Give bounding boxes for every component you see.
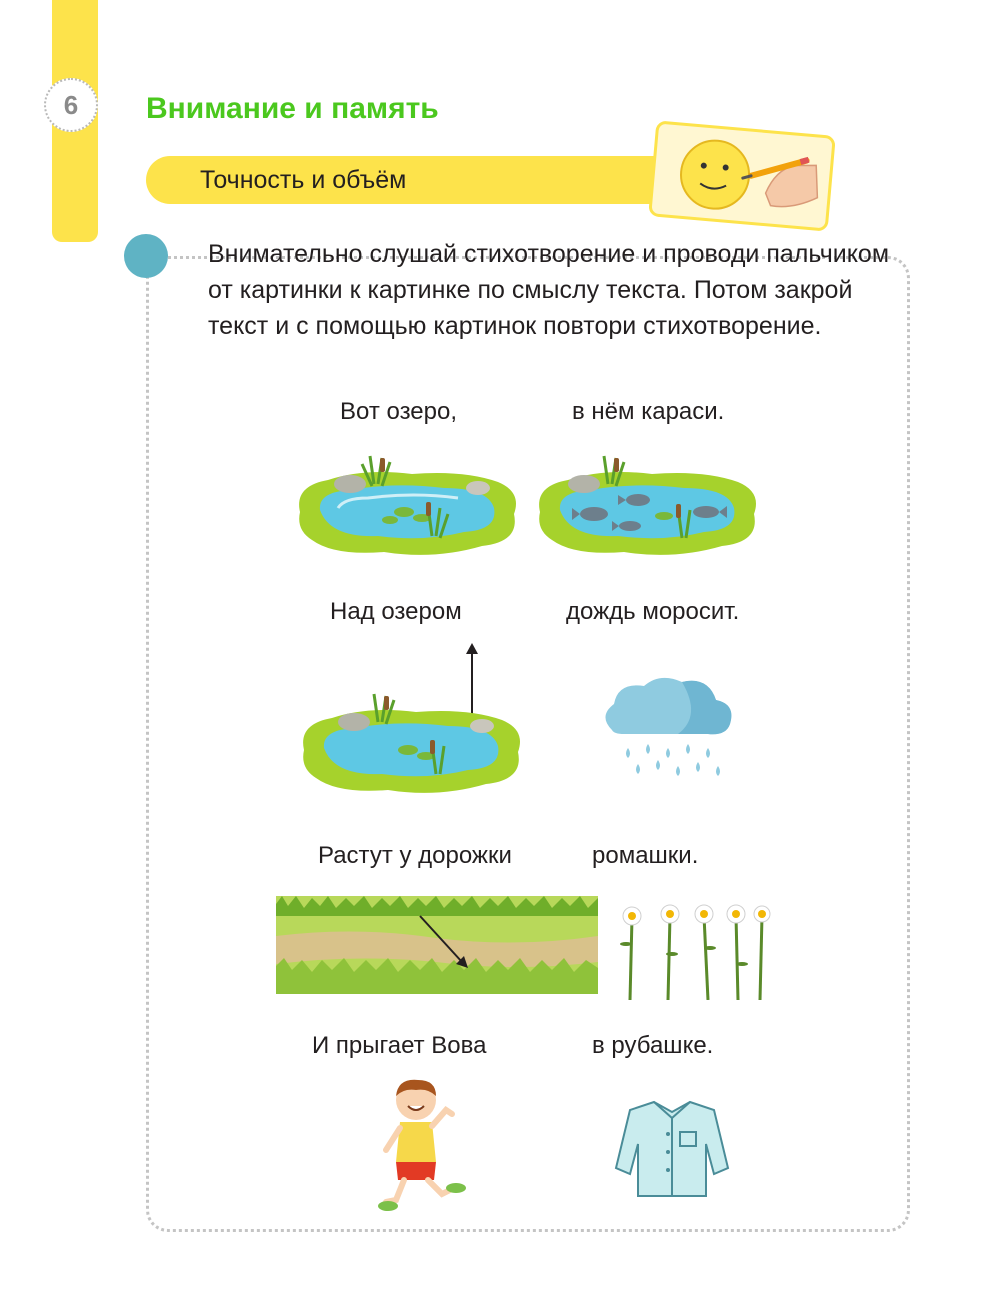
subtitle-text: Точность и объём (200, 166, 407, 194)
rain-cloud-icon (598, 672, 738, 784)
daisies-image (612, 904, 772, 1000)
arrow-diagonal-icon (416, 912, 472, 970)
poem-line2-right: дождь моросит. (566, 598, 740, 625)
poem-line3-left: Растут у дорожки (318, 842, 512, 869)
page-number: 6 (44, 78, 98, 132)
poem-line4-right: в рубашке. (592, 1032, 714, 1059)
section-title: Внимание и память (146, 92, 439, 125)
lake-image (294, 452, 522, 564)
poem-line4-left: И прыгает Вова (312, 1032, 487, 1059)
lake-image-2 (298, 690, 526, 802)
lake-with-fish-image (534, 452, 762, 564)
task-instruction: Внимательно слушай стихотворение и проводи пальчиком от картинки к картинке по смыслу текста. Потом закрой текст и с помощью картинок повтори стихотворение. (208, 240, 890, 340)
subtitle-bar (146, 156, 686, 204)
poem-line1-right: в нём караси. (572, 398, 725, 425)
poem-line1-left: Вот озеро, (340, 398, 458, 425)
task-frame (146, 256, 910, 1232)
poem-line3-right: ромашки. (592, 842, 699, 869)
drawing-hint-card (648, 120, 836, 231)
poem-line2-left: Над озером (330, 598, 462, 625)
drawing-hand-icon (651, 124, 832, 229)
shirt-image (614, 1098, 730, 1198)
task-marker (124, 234, 168, 278)
jumping-boy-image (376, 1076, 466, 1220)
